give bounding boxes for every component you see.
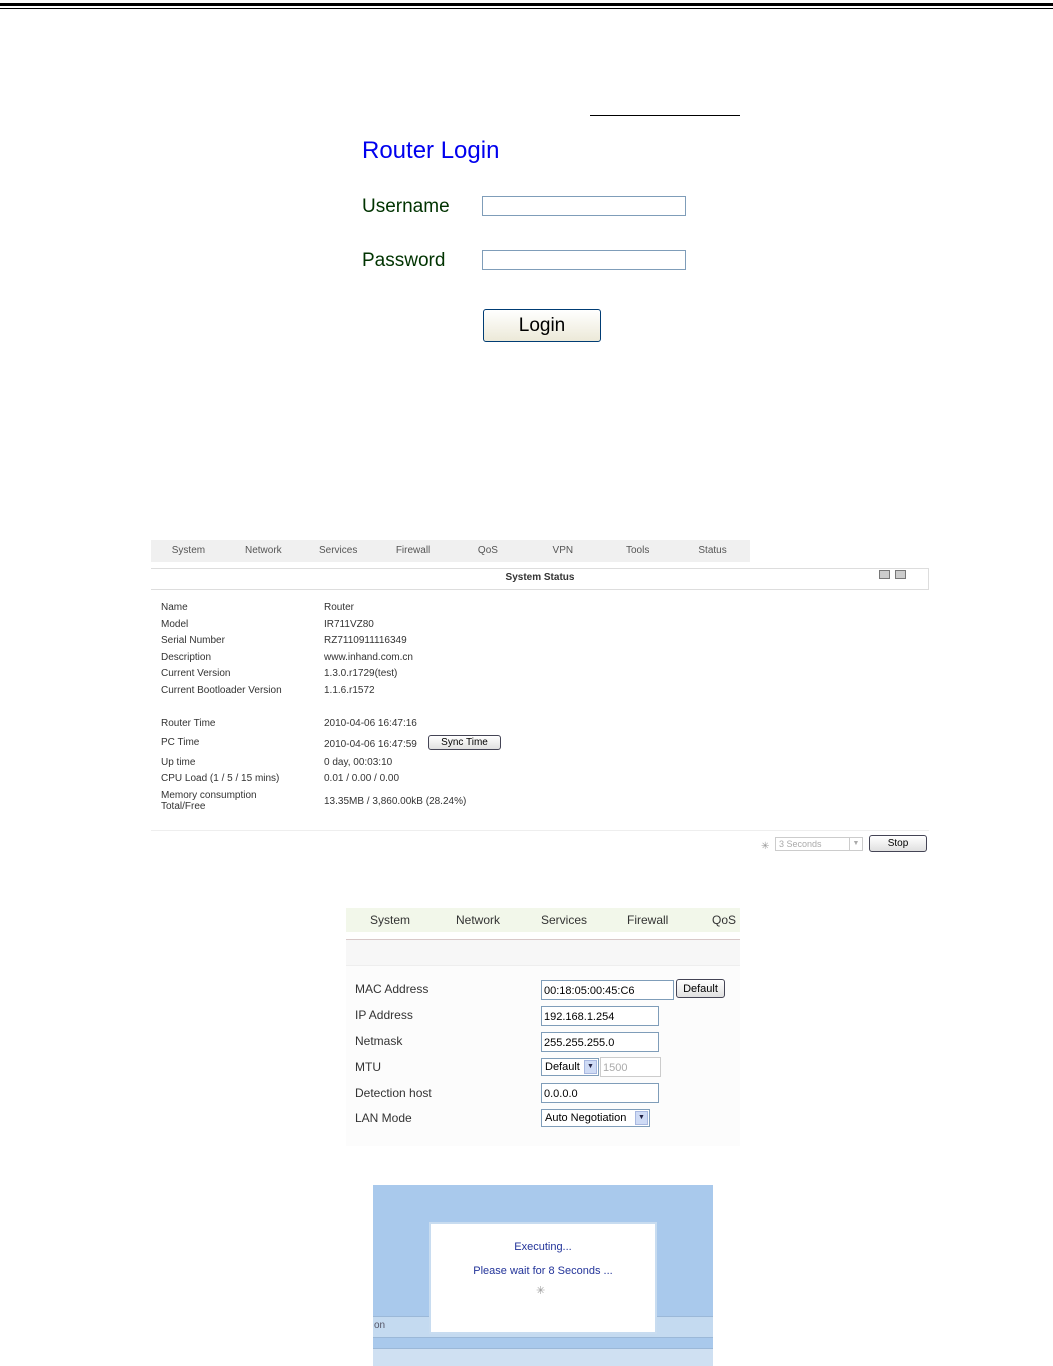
minimize-icon[interactable] [879, 570, 890, 579]
username-label: Username [362, 196, 450, 217]
row-label: CPU Load (1 / 5 / 15 mins) [161, 773, 280, 784]
password-label: Password [362, 250, 446, 271]
row-label: Model [161, 619, 189, 630]
background-text: on [374, 1320, 386, 1331]
password-input[interactable] [482, 250, 686, 270]
netmask-label: Netmask [355, 1034, 403, 1048]
row-value: 2010-04-06 16:47:59 [324, 739, 417, 750]
lan-nav-bar [346, 908, 740, 932]
lan-mode-label: LAN Mode [355, 1111, 412, 1125]
default-mac-button[interactable]: Default [676, 979, 725, 998]
mtu-label: MTU [355, 1060, 381, 1074]
row-label: Current Bootloader Version [161, 685, 282, 696]
refresh-interval-select[interactable] [775, 837, 863, 851]
nav-services[interactable]: Services [541, 913, 588, 927]
row-value: 0.01 / 0.00 / 0.00 [324, 773, 400, 784]
row-value: 0 day, 00:03:10 [324, 757, 393, 768]
nav-firewall[interactable]: Firewall [627, 913, 669, 927]
row-label: Serial Number [161, 635, 225, 646]
background-footer [373, 1348, 713, 1366]
nav-network[interactable]: Network [244, 545, 282, 556]
row-value: 1.3.0.r1729(test) [324, 668, 398, 679]
mtu-mode-select[interactable] [541, 1058, 599, 1076]
row-label: Current Version [161, 668, 231, 679]
nav-firewall[interactable]: Firewall [395, 545, 431, 556]
row-value: 13.35MB / 3,860.00kB (28.24%) [324, 796, 467, 807]
row-value: IR711VZ80 [324, 619, 374, 630]
row-label: Name [161, 602, 188, 613]
row-value: www.inhand.com.cn [324, 652, 413, 663]
row-label: Memory consumption Total/Free [161, 790, 257, 812]
divider [151, 830, 929, 831]
row-value: 2010-04-06 16:47:16 [324, 718, 417, 729]
loading-spinner-icon: ✳ [761, 841, 770, 852]
mac-address-input[interactable] [541, 980, 674, 1000]
restore-icon[interactable] [895, 570, 906, 579]
netmask-input[interactable] [541, 1032, 659, 1052]
wait-message: Please wait for 8 Seconds ... [473, 1265, 613, 1277]
chevron-down-icon: ▼ [849, 838, 862, 850]
nav-system[interactable]: System [171, 545, 206, 556]
row-label: PC Time [161, 737, 200, 748]
nav-network[interactable]: Network [456, 913, 501, 927]
row-label: Description [161, 652, 212, 663]
lan-mode-value: Auto Negotiation [545, 1112, 627, 1124]
nav-status[interactable]: Status [698, 545, 727, 556]
executing-message: Executing... [514, 1241, 572, 1253]
header-rule-thin [0, 8, 1053, 9]
login-button[interactable]: Login [483, 309, 601, 342]
nav-vpn[interactable]: VPN [552, 545, 574, 556]
nav-qos[interactable]: QoS [477, 545, 498, 556]
ip-label: IP Address [355, 1008, 413, 1022]
chevron-down-icon: ▼ [635, 1111, 648, 1125]
detection-host-input[interactable] [541, 1083, 659, 1103]
ip-address-input[interactable] [541, 1006, 659, 1026]
loading-spinner-icon: ✳ [536, 1285, 546, 1297]
nav-tools[interactable]: Tools [626, 545, 650, 556]
row-label: Up time [161, 757, 196, 768]
refresh-interval-value: 3 Seconds [779, 839, 822, 849]
status-title: System Status [505, 572, 575, 583]
nav-system[interactable]: System [370, 913, 411, 927]
login-title: Router Login [362, 137, 500, 164]
row-value: RZ7110911116349 [324, 635, 407, 646]
sync-time-button[interactable]: Sync Time [428, 735, 501, 750]
executing-dialog [429, 1222, 657, 1334]
row-value: Router [324, 602, 355, 613]
detection-host-label: Detection host [355, 1086, 432, 1100]
nav-services[interactable]: Services [319, 545, 358, 556]
chevron-down-icon: ▼ [584, 1060, 597, 1074]
status-nav-bar [151, 540, 750, 562]
header-rule [0, 3, 1053, 6]
underline-decoration [590, 115, 740, 116]
mtu-value-input[interactable] [600, 1057, 661, 1077]
lan-mode-select[interactable] [541, 1109, 650, 1127]
mac-label: MAC Address [355, 982, 429, 996]
username-input[interactable] [482, 196, 686, 216]
row-value: 1.1.6.r1572 [324, 685, 375, 696]
lan-header-band [346, 940, 740, 965]
mtu-mode-value: Default [545, 1061, 580, 1073]
row-label: Router Time [161, 718, 216, 729]
stop-button[interactable]: Stop [869, 835, 927, 852]
nav-qos[interactable]: QoS [712, 913, 737, 927]
